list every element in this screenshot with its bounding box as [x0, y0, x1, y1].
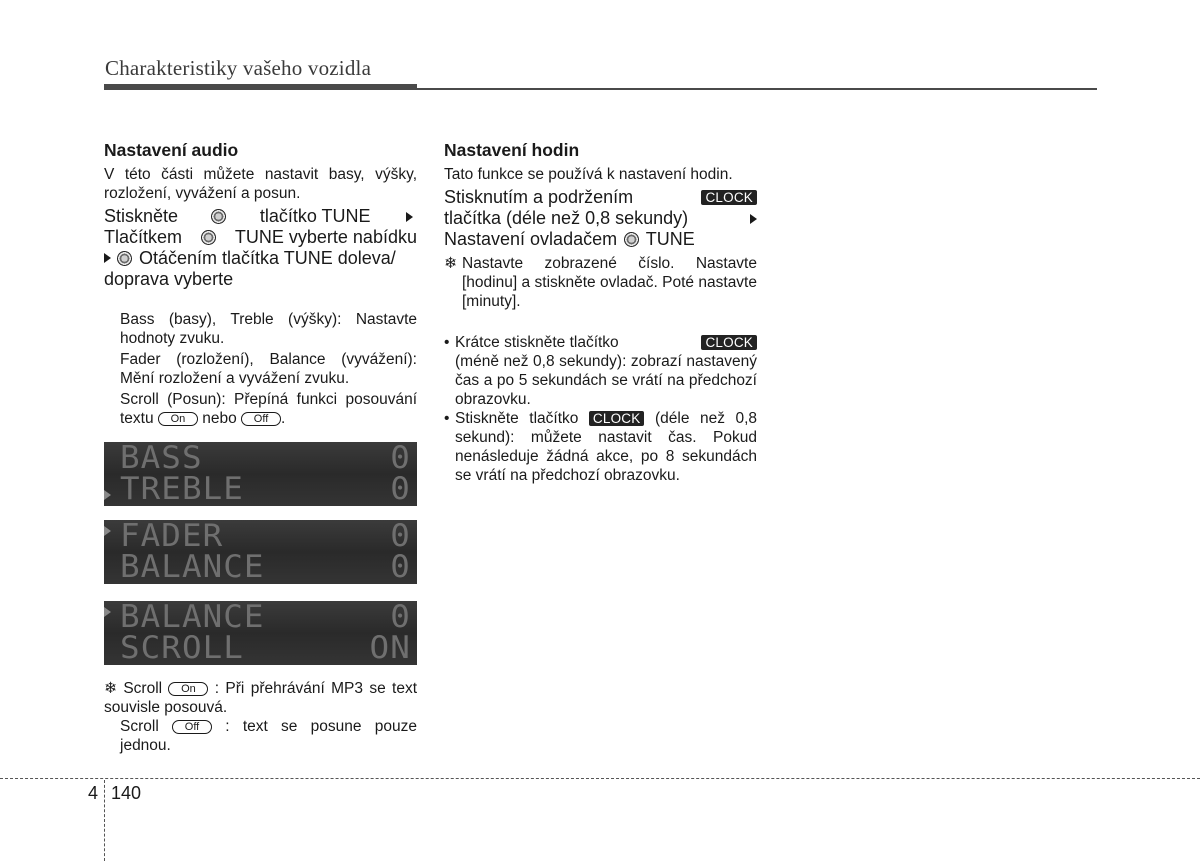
lcd-value: 0 — [390, 471, 411, 506]
lcd-value: ON — [369, 630, 411, 665]
off-button-icon: Off — [241, 412, 281, 426]
lcd-display-fader-balance — [104, 520, 417, 584]
step-line-2 — [104, 227, 417, 248]
clock-settings-heading: Nastavení hodin — [444, 140, 580, 160]
page-number: 140 — [111, 783, 142, 803]
lcd-row — [120, 551, 411, 583]
step-text: tlačítko TUNE — [259, 206, 371, 226]
audio-settings-heading: Nastavení audio — [104, 140, 239, 160]
lcd-value: 0 — [390, 442, 411, 476]
lcd-value: 0 — [390, 520, 411, 554]
snowflake-icon: ❄ — [104, 680, 117, 697]
footer-dashed-divider — [104, 780, 105, 861]
step-text: Otáčením tlačítka TUNE doleva/ — [139, 248, 396, 268]
scroll-off-note — [104, 717, 417, 755]
header-rule-thick — [104, 84, 417, 90]
bullet-text — [455, 409, 757, 485]
bullet-text-a: Krátce stiskněte tlačítko — [455, 334, 619, 351]
clock-bullet-short-press — [444, 333, 757, 409]
snowflake-icon: ❄ — [444, 255, 457, 272]
page-header-title: Charakteristiky vašeho vozidla — [105, 56, 372, 80]
lcd-row — [120, 632, 411, 664]
on-button-icon: On — [158, 412, 198, 426]
header-rule-thin — [417, 88, 1097, 90]
scroll-item-text: Scroll (Posun): Přepíná funkci posouvání textu — [120, 391, 417, 427]
bullet-text-a: Stiskněte tlačítko — [455, 410, 579, 427]
clock-step-line-2 — [444, 208, 757, 229]
lcd-selection-marker — [104, 490, 111, 500]
clock-settings-steps — [444, 187, 757, 250]
note-text: Nastavte zobrazené číslo. Nastavte [hodinu] a stiskněte ovladač. Poté nastavte [minuty]. — [462, 255, 757, 310]
lcd-row — [120, 442, 411, 474]
step-text: TUNE — [645, 229, 695, 249]
audio-items — [104, 310, 417, 428]
step-line-1 — [104, 206, 417, 227]
clock-settings-intro: Tato funkce se používá k nastavení hodin. — [444, 166, 733, 183]
scroll-item — [120, 390, 417, 428]
step-text: tlačítka (déle než 0,8 sekundy) — [444, 208, 689, 228]
lcd-label: BASS — [120, 442, 203, 476]
audio-settings-intro: V této části můžete nastavit basy, výšky, rozložení, vyvážení a posun. — [104, 166, 417, 202]
audio-settings-steps — [104, 206, 417, 290]
clock-button-icon: CLOCK — [701, 335, 757, 350]
audio-settings-section — [104, 140, 417, 430]
arrow-right-icon — [104, 253, 111, 263]
on-button-icon: On — [168, 682, 208, 696]
clock-star-note — [444, 254, 757, 311]
scroll-or-text: nebo — [202, 410, 237, 427]
note-text: : Při přehrávání MP3 se text souvisle posouvá. — [104, 680, 418, 716]
scroll-end-text: . — [281, 410, 286, 427]
clock-button-icon: CLOCK — [701, 190, 757, 205]
arrow-right-icon — [406, 212, 413, 222]
lcd-label: BALANCE — [120, 601, 265, 635]
step-text: Stiskněte — [104, 206, 179, 226]
lcd-label: BALANCE — [120, 549, 265, 584]
lcd-selection-marker — [104, 526, 111, 536]
step-line-4: doprava vyberte — [104, 269, 234, 289]
tune-knob-icon — [211, 209, 226, 224]
clock-settings-section — [444, 140, 757, 485]
lcd-row — [120, 473, 411, 505]
fader-balance-item: Fader (rozložení), Balance (vyvážení): Mění rozložení a vyvážení zvuku. — [120, 351, 417, 387]
step-text: Stisknutím a podržením — [444, 187, 634, 207]
lcd-selection-marker — [104, 607, 111, 617]
bass-treble-item: Bass (basy), Treble (výšky): Nastavte hodnoty zvuku. — [120, 311, 417, 347]
lcd-label: TREBLE — [120, 471, 244, 506]
clock-step-line-3 — [444, 229, 757, 250]
clock-button-icon: CLOCK — [589, 411, 645, 426]
tune-knob-icon — [624, 232, 639, 247]
bullet-icon: • — [444, 410, 450, 427]
note-text: : text se posune pouze jednou. — [120, 718, 417, 754]
step-text: TUNE vyberte nabídku — [234, 227, 417, 247]
clock-bullet-long-press — [444, 409, 757, 485]
bullet-text-b: (déle než 0,8 sekund): můžete nastavit čas. Pokud nenásleduje žádná akce, po 8 sekundách se vrátí na předchozí obrazovku. — [455, 410, 758, 484]
lcd-value: 0 — [390, 549, 411, 584]
scroll-on-note — [104, 679, 417, 717]
bullet-first-line — [455, 333, 757, 352]
lcd-display-bass-treble — [104, 442, 417, 506]
lcd-value: 0 — [390, 601, 411, 635]
step-text: Tlačítkem — [104, 227, 183, 247]
step-text: Nastavení ovladačem — [444, 229, 618, 249]
lcd-label: FADER — [120, 520, 224, 554]
footer-dashed-rule — [0, 778, 1200, 779]
lcd-row — [120, 520, 411, 552]
lcd-row — [120, 601, 411, 633]
scroll-notes — [104, 679, 417, 755]
tune-knob-icon — [117, 251, 132, 266]
clock-step-line-1 — [444, 187, 757, 208]
arrow-right-icon — [750, 214, 757, 224]
bullet-text-b: (méně než 0,8 sekundy): zobrazí nastavený čas a po 5 sekundách se vrátí na předchozí obrazovku. — [455, 353, 757, 408]
chapter-number: 4 — [88, 783, 99, 803]
note-text: Scroll — [123, 680, 163, 697]
bullet-icon: • — [444, 334, 450, 351]
lcd-display-balance-scroll — [104, 601, 417, 665]
note-text: Scroll — [120, 718, 159, 735]
off-button-icon: Off — [172, 720, 212, 734]
step-line-3 — [104, 248, 417, 269]
tune-knob-icon — [201, 230, 216, 245]
bullet-text — [455, 333, 757, 409]
lcd-label: SCROLL — [120, 630, 244, 665]
